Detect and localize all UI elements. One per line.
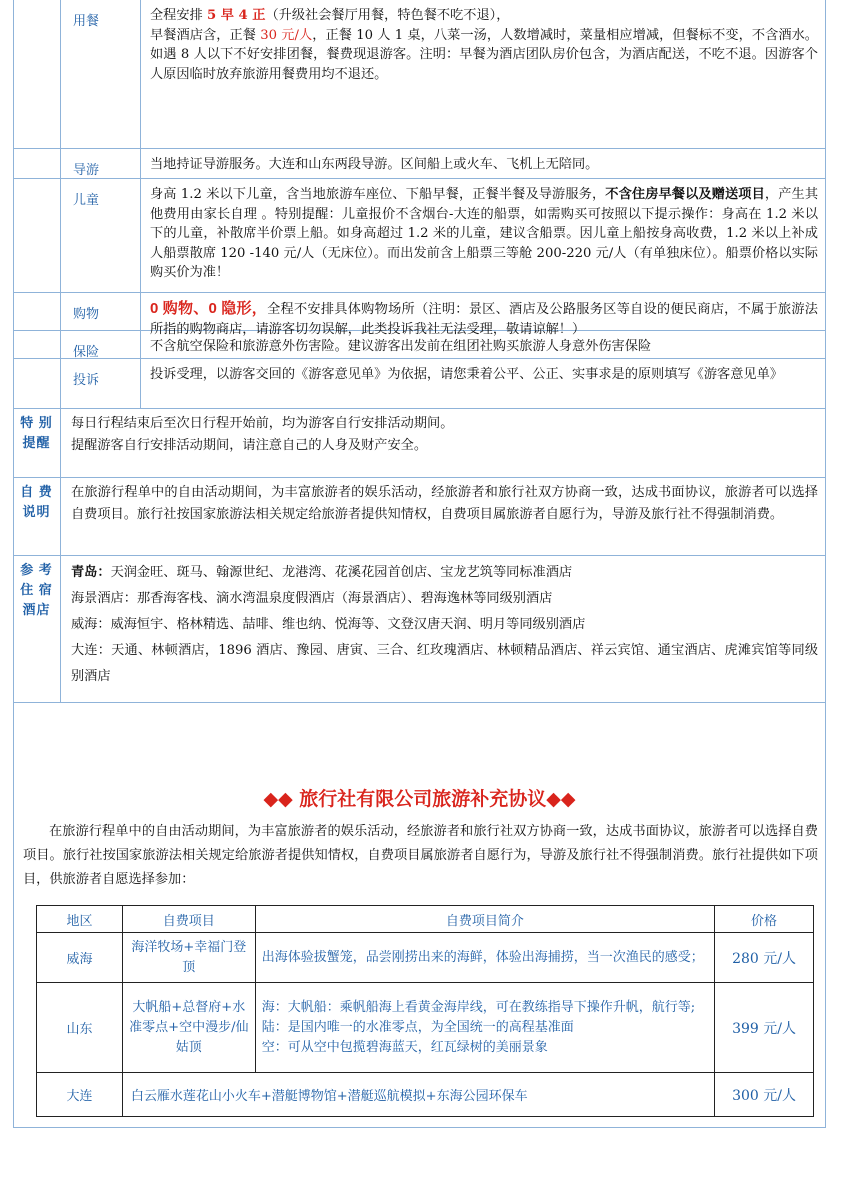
service-label: 投诉: [61, 359, 141, 408]
header-items: 自费项目: [122, 906, 255, 933]
service-value: [141, 0, 826, 148]
text-run: 投诉受理，以游客交回的《游客意见单》为依据，请您秉着公平、公正、实事求是的原则填写《游客意见单》: [150, 367, 783, 382]
service-row: [13, 179, 826, 293]
service-value: [141, 359, 826, 408]
hotel-line: [71, 638, 818, 690]
row-gutter: [13, 331, 61, 358]
table-row: [37, 1073, 814, 1117]
section-line: 每日行程结束后至次日行程开始前，均为游客自行安排活动期间。: [71, 416, 454, 431]
section-heading-line: 住 宿: [20, 582, 53, 597]
hotel-list: 天润金旺、斑马、翰源世纪、龙港湾、花溪花园首创店、宝龙艺筑等同标准酒店: [110, 565, 573, 580]
text-run: 0 购物、0 隐形，: [150, 300, 268, 317]
section-body: [61, 478, 826, 555]
service-value: [141, 331, 826, 358]
text-run: ，正餐 10 人 1 桌，八菜一汤，人数增减时，菜量相应增减，但餐标不变，不含酒水。如遇 8 人以下不好安排团餐，餐费现退游客。注明：早餐为酒店团队房价包含，为酒店配送，不吃不退。因游客个人原因临时放弃旅游用餐费用均不退还。: [150, 27, 818, 82]
price-cell: 300 元/人: [715, 1073, 814, 1117]
section-body: [61, 409, 826, 477]
hotel-list: 那香海客栈、滴水湾温泉度假酒店（海景酒店）、碧海逸林等同级别酒店: [136, 591, 553, 606]
agreement-title: ◆◆ 旅行社有限公司旅游补充协议◆◆: [263, 788, 576, 810]
price-cell: 280 元/人: [715, 933, 814, 983]
optional-items-table: [36, 905, 814, 1117]
text-run: ，产生其他费用由家长自理 。特别提醒：儿童报价不含烟台-大连的船票，如需购买可按照以下提示操作：身高在 1.2 米以下的儿童，补散席半价票上船。如身高超过 1.2 米的儿童，建议含船票。因儿童上船按身高收费，1.2 米以上补成人船票散席 120 -140 元/人（无床位）。而出发前含上船票三等舱 200-220 元/人（有单独床位）。船票价格以实际购买价为准！: [150, 187, 819, 280]
section-line: 在旅游行程单中的自由活动期间，为丰富旅游者的娱乐活动，经旅游者和旅行社双方协商一致，达成书面协议，旅游者可以选择自费项目。旅行社按国家旅游法相关规定给旅游者提供知情权，自费项目属旅游者自愿行为，导游及旅行社不得强制消费。: [71, 485, 818, 522]
hotel-list: 威海恒宇、格林精选、喆啡、维也纳、悦海等、文登汉唐天润、明月等同级别酒店: [110, 617, 586, 632]
section-heading-line: 参 考: [20, 562, 53, 577]
service-label: 用餐: [61, 0, 141, 148]
text-run: 当地持证导游服务。大连和山东两段导游。区间船上或火车、飞机上无陪同。: [150, 157, 599, 172]
hotel-city: 威海：: [71, 617, 111, 632]
hotel-line: [71, 586, 818, 612]
section-heading-line: 酒店: [22, 602, 51, 617]
region-cell: 大连: [37, 1073, 123, 1117]
service-row: [13, 293, 826, 337]
header-intro: 自费项目简介: [255, 906, 714, 933]
section-heading: [13, 556, 61, 702]
region-cell: 威海: [37, 933, 123, 983]
header-region: 地区: [37, 906, 123, 933]
intro-line: 陆：是国内唯一的水准零点，为全国统一的高程基准面: [261, 1019, 574, 1035]
service-row: [13, 359, 826, 409]
agreement-paragraph: 在旅游行程单中的自由活动期间，为丰富旅游者的娱乐活动，经旅游者和旅行社双方协商一致，达成书面协议，旅游者可以选择自费项目。旅行社按国家旅游法相关规定给旅游者提供知情权，自费项目属旅游者自愿行为，导游及旅行社不得强制消费。旅行社提供如下项目，供旅游者自愿选择参加：: [23, 824, 818, 887]
row-gutter: [13, 293, 61, 330]
row-gutter: [13, 359, 61, 408]
region-cell: 山东: [37, 983, 123, 1073]
service-value: [141, 293, 826, 337]
service-label: 购物: [61, 293, 141, 330]
header-price: 价格: [715, 906, 814, 933]
text-run: 不含住房早餐以及赠送项目: [605, 187, 765, 202]
service-row: [13, 149, 826, 179]
service-row: [13, 0, 826, 149]
text-run: 30 元/人: [260, 27, 313, 43]
text-run: 5 早 4 正: [206, 8, 266, 23]
intro-line: 海：大帆船：乘帆船海上看黄金海岸线，可在教练指导下操作升帆，航行等;: [261, 999, 696, 1015]
section-heading: [13, 409, 61, 477]
service-label: 儿童: [61, 179, 141, 292]
intro-cell: [255, 933, 714, 983]
hotel-list: 天通、林顿酒店，1896 酒店、豫园、唐寅、三合、红玫瑰酒店、林顿精品酒店、祥云宾馆、通宝酒店、虎滩宾馆等同级别酒店: [71, 643, 819, 684]
section-row: [13, 409, 826, 478]
row-gutter: [13, 149, 61, 178]
hotel-city: 大连：: [71, 643, 112, 658]
hotel-city: 海景酒店：: [71, 591, 137, 606]
table-row: [37, 933, 814, 983]
service-value: [141, 149, 826, 178]
text-run: 不含航空保险和旅游意外伤害险。建议游客出发前在组团社购买旅游人身意外伤害保险: [150, 339, 652, 354]
hotel-city: 青岛：: [71, 565, 111, 580]
text-run: 全程不安排具体购物场所（注明：景区、酒店及公路服务区等自设的便民商店，不属于旅游法所指的购物商店，请游客切勿误解，此类投诉我社无法受理，敬请谅解！）: [150, 302, 818, 337]
section-heading-line: 说明: [22, 504, 51, 519]
hotel-line: [71, 560, 818, 586]
row-gutter: [13, 179, 61, 292]
section-row: [13, 478, 826, 556]
items-cell: 大帆船+总督府+水准零点+空中漫步/仙姑顶: [122, 983, 255, 1073]
row-gutter: [13, 0, 61, 148]
service-row: [13, 331, 826, 359]
text-run: 早餐酒店含，正餐: [150, 27, 261, 43]
service-value: [141, 179, 826, 292]
text-run: 全程安排: [150, 8, 207, 23]
price-cell: 399 元/人: [715, 983, 814, 1073]
section-heading: [13, 478, 61, 555]
intro-line: 出海体验拔蟹笼，品尝刚捞出来的海鲜，体验出海捕捞，当一次渔民的感受；: [261, 949, 704, 965]
section-body: [61, 556, 826, 702]
section-row: [13, 556, 826, 703]
intro-line: 空：可从空中包揽碧海蓝天，红瓦绿树的美丽景象: [261, 1039, 548, 1055]
items-cell: 海洋牧场+幸福门登顶: [122, 933, 255, 983]
section-line: 提醒游客自行安排活动期间，请注意自己的人身及财产安全。: [71, 438, 428, 453]
table-header-row: [37, 906, 814, 933]
text-run: 身高 1.2 米以下儿童，含当地旅游车座位、下船早餐，正餐半餐及导游服务，: [150, 187, 606, 202]
services-table: [13, 0, 826, 703]
text-run: （升级社会餐厅用餐，特色餐不吃不退），: [265, 8, 510, 23]
section-heading-line: 提醒: [22, 435, 51, 450]
table-row: [37, 983, 814, 1073]
items-cell: 白云雁水莲花山小火车+潜艇博物馆+潜艇巡航模拟+东海公园环保车: [122, 1073, 714, 1117]
intro-cell: [255, 983, 714, 1073]
hotel-line: [71, 612, 818, 638]
section-heading-line: 自 费: [20, 484, 53, 499]
section-heading-line: 特 别: [20, 415, 53, 430]
service-label: 保险: [61, 331, 141, 358]
service-label: 导游: [61, 149, 141, 178]
